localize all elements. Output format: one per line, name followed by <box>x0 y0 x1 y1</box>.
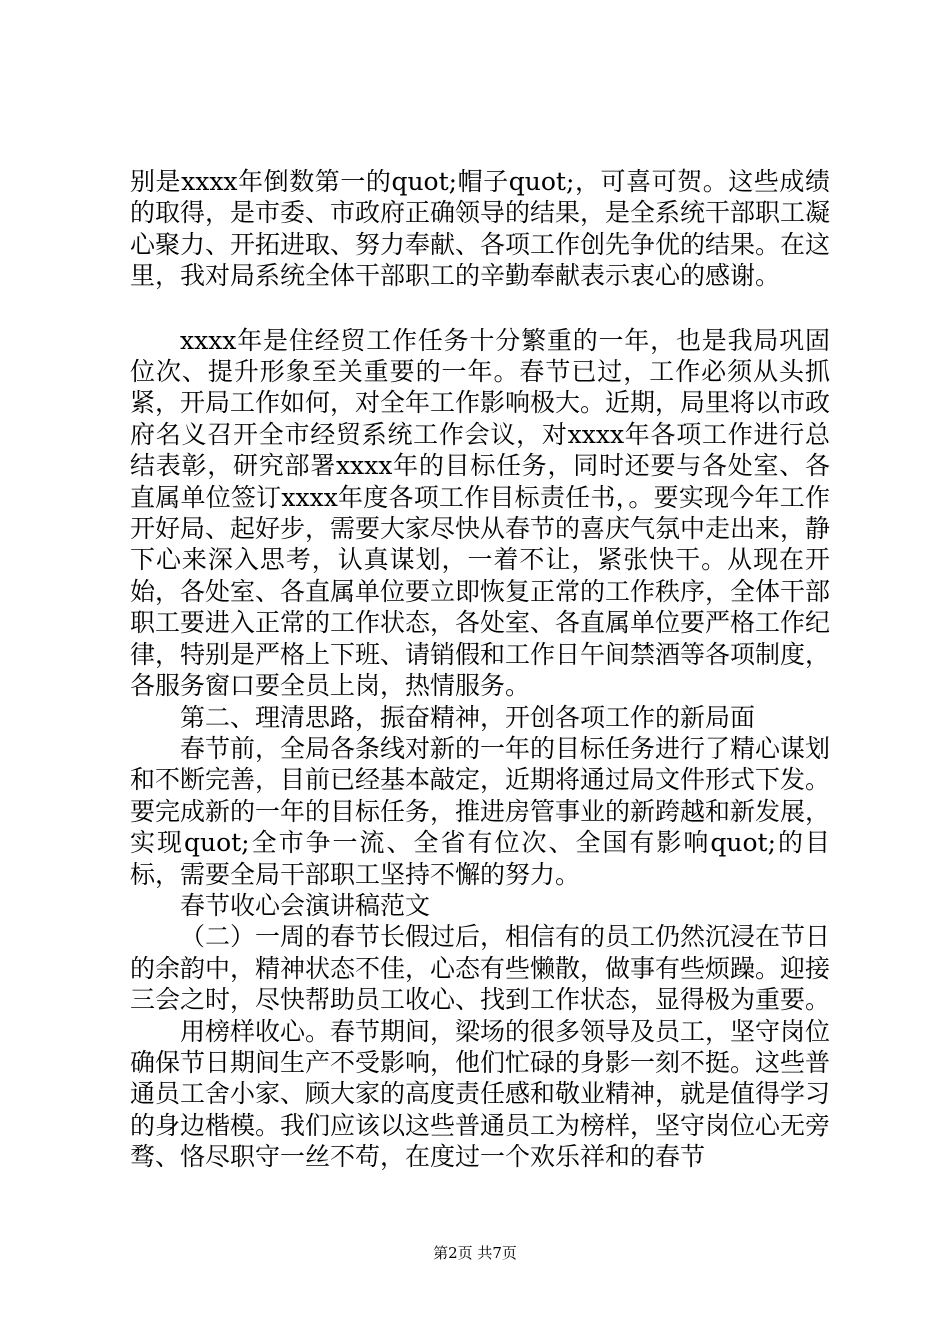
document-body <box>130 166 830 1173</box>
paragraph-work-plan: xxxx年是住经贸工作任务十分繁重的一年，也是我局巩固位次、提升形象至关重要的一年。春节已过，工作必须从头抓紧，开局工作如何，对全年工作影响极大。近期，局里将以市政府名义召开全市经贸系统工作会议，对xxxx年各项工作进行总结表彰，研究部署xxxx年的目标任务，同时还要与各处室、各直属单位签订xxxx年度各项工作目标责任书，。要实现今年工作开好局、起好步，需要大家尽快从春节的喜庆气氛中走出来，静下心来深入思考，认真谋划，一着不让，紧张快干。从现在开始，各处室、各直属单位要立即恢复正常的工作秩序，全体干部职工要进入正常的工作状态，各处室、各直属单位要严格工作纪律，特别是严格上下班、请销假和工作日午间禁酒等各项制度，各服务窗口要全员上岗，热情服务。 <box>130 325 831 701</box>
page-number-footer: 第2页 共7页 <box>433 1244 517 1262</box>
paragraph-achievements: 别是xxxx年倒数第一的quot;帽子quot;，可喜可贺。这些成绩的取得，是市委、市政府正确领导的结果，是全系统干部职工凝心聚力、开拓进取、努力奉献、各项工作创先争优的结果。在这里，我对局系统全体干部职工的辛勤奉献表示衷心的感谢。 <box>130 167 831 291</box>
section-heading-second: 第二、理清思路，振奋精神，开创各项工作的新局面 <box>180 702 756 732</box>
paragraph-goals: 春节前，全局各条线对新的一年的目标任务进行了精心谋划和不断完善，目前已经基本敲定，近期将通过局文件形式下发。要完成新的一年的目标任务，推进房管事业的新跨越和新发展，实现quot;全市争一流、全省有位次、全国有影响quot;的目标，需要全局干部职工坚持不懈的努力。 <box>130 733 831 889</box>
section-heading-speech-sample: 春节收心会演讲稿范文 <box>180 890 431 920</box>
paragraph-holiday-return: （二）一周的春节长假过后，相信有的员工仍然沉浸在节日的余韵中，精神状态不佳，心态有些懒散，做事有些烦躁。迎接三会之时，尽快帮助员工收心、找到工作状态，显得极为重要。 <box>130 922 831 1015</box>
paragraph-role-models: 用榜样收心。春节期间，梁场的很多领导及员工，坚守岗位确保节日期间生产不受影响，他们忙碌的身影一刻不挺。这些普通员工舍小家、顾大家的高度责任感和敬业精神，就是值得学习的身边楷模。我们应该以这些普通员工为榜样，坚守岗位心无旁骛、恪尽职守一丝不苟，在度过一个欢乐祥和的春节 <box>130 1016 831 1172</box>
